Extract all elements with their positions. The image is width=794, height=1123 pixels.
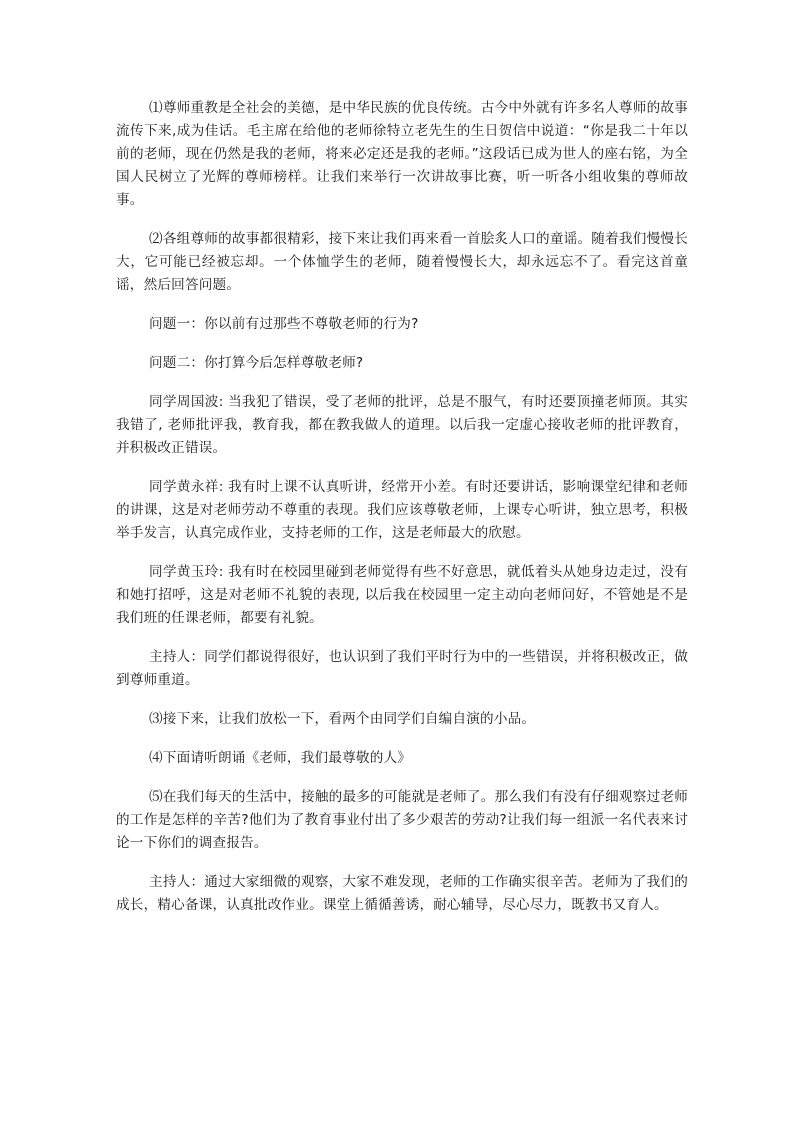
paragraph-student-huang-yuling: 同学黄玉玲: 我有时在校园里碰到老师觉得有些不好意思，就低着头从她身边走过，没有和她打招呼，这是对老师不礼貌的表现, 以后我在校园里一定主动向老师问好，不管她是不是我们班的任课老师，都要有礼貌。 <box>116 564 688 626</box>
paragraph-recitation: ⑷下面请听朗诵《老师，我们最尊敬的人》 <box>149 750 412 766</box>
document-body <box>116 97 688 933</box>
paragraph-question-one: 问题一：你以前有过那些不尊敬老师的行为? <box>149 316 419 332</box>
paragraph-skit: ⑶接下来，让我们放松一下，看两个由同学们自编自演的小品。 <box>149 711 536 727</box>
paragraph-host-summary: 主持人：同学们都说得很好，也认识到了我们平时行为中的一些错误，并将积极改正，做到尊师重道。 <box>116 649 688 688</box>
paragraph-observation: ⑸在我们每天的生活中，接触的最多的可能就是老师了。那么我们有没有仔细观察过老师的工作是怎样的辛苦?他们为了教育事业付出了多少艰苦的劳动?让我们每一组派一名代表来讨论一下你们的调查报告。 <box>116 789 688 851</box>
paragraph-student-huang-yongxiang: 同学黄永祥: 我有时上课不认真听讲，经常开小差。有时还要讲话，影响课堂纪律和老师的讲课，这是对老师劳动不尊重的表现。我们应该尊敬老师，上课专心听讲，独立思考，积极举手发言，认真完成作业，支持老师的工作，这是老师最大的欣慰。 <box>116 479 688 541</box>
paragraph-question-two: 问题二：你打算今后怎样尊敬老师? <box>149 355 364 371</box>
paragraph-respect-teachers-intro: ⑴尊师重教是全社会的美德，是中华民族的优良传统。古今中外就有许多名人尊师的故事流传下来,成为佳话。毛主席在给他的老师徐特立老先生的生日贺信中说道：“你是我二十年以前的老师，现在仍然是我的老师，将来必定还是我的老师。”这段话已成为世人的座右铭，为全国人民树立了光辉的尊师榜样。让我们来举行一次讲故事比赛，听一听各小组收集的尊师故事。 <box>116 100 688 208</box>
paragraph-nursery-rhyme: ⑵各组尊师的故事都很精彩，接下来让我们再来看一首脍炙人口的童谣。随着我们慢慢长大，它可能已经被忘却。一个体恤学生的老师，随着慢慢长大，却永远忘不了。看完这首童谣，然后回答问题。 <box>116 231 688 293</box>
paragraph-host-conclusion: 主持人：通过大家细微的观察，大家不难发现，老师的工作确实很辛苦。老师为了我们的成长，精心备课，认真批改作业。课堂上循循善诱，耐心辅导，尽心尽力，既教书又育人。 <box>116 874 688 913</box>
paragraph-student-zhou: 同学周国波: 当我犯了错误，受了老师的批评，总是不服气，有时还要顶撞老师顶。其实我错了, 老师批评我，教育我，都在教我做人的道理。以后我一定虚心接收老师的批评教育，并积极改正错误。 <box>116 394 688 456</box>
